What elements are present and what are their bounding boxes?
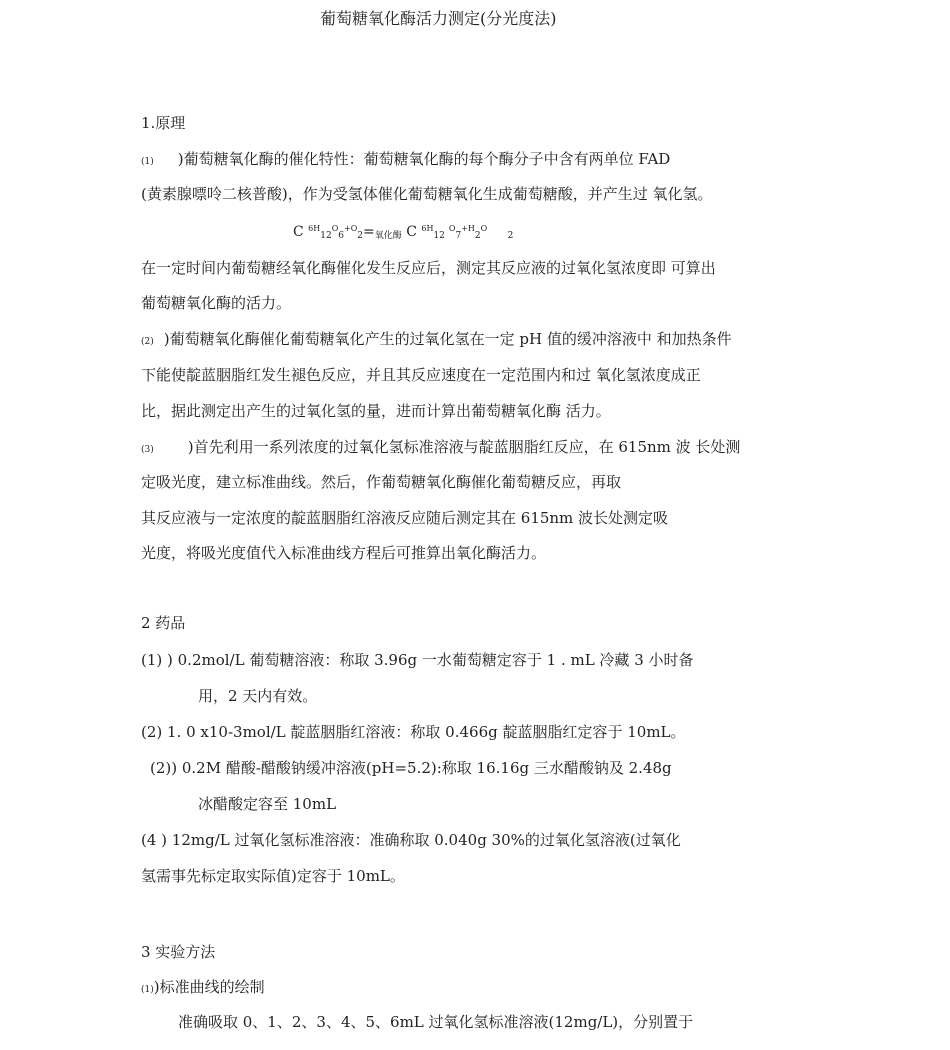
reagent-item-1-line-2: 用，2 天内有效。: [198, 687, 318, 705]
principle-para-1-line-1: [141, 149, 670, 172]
reagent-item-3-line-2: 冰醋酸定容至 10mL: [198, 795, 337, 813]
principle-para-3-line-3: 其反应液与一定浓度的靛蓝胭脂红溶液反应随后测定其在 615nm 波长处测定吸: [141, 509, 669, 527]
reagent-item-3-line-1: (2)) 0.2M 醋酸-醋酸钠缓冲溶液(pH=5.2):称取 16.16g 三水醋酸钠及 2.48g: [150, 759, 672, 777]
item-marker: (1): [141, 157, 154, 167]
section-heading-method: 3 实验方法: [141, 943, 216, 961]
principle-para-1-line-4: 葡萄糖氧化酶的活力。: [141, 294, 292, 312]
reagent-item-2-line-1: (2) 1. 0 x10-3mol/L 靛蓝胭脂红溶液：称取 0.466g 靛蓝胭脂红定容于 10mL。: [141, 723, 686, 741]
para-text: )首先利用一系列浓度的过氧化氢标准溶液与靛蓝胭脂红反应，在 615nm 波 长处测: [187, 438, 741, 456]
item-marker: (3): [141, 445, 154, 455]
para-text: )葡萄糖氧化酶催化葡萄糖氧化产生的过氧化氢在一定 pH 值的缓冲溶液中 和加热条件: [163, 330, 732, 348]
principle-para-3-line-2: 定吸光度，建立标准曲线。然后，作葡萄糖氧化酶催化葡萄糖反应，再取: [141, 473, 622, 491]
principle-para-1-line-2: (黄素腺嘌呤二核普酸)，作为受氢体催化葡萄糖氧化生成葡萄糖酸，并产生过 氧化氢。: [141, 185, 713, 203]
reagent-item-4-line-2: 氢需事先标定取实际值)定容于 10mL。: [141, 867, 405, 885]
para-text: )葡萄糖氧化酶的催化特性：葡萄糖氧化酶的每个酶分子中含有两单位 FAD: [177, 150, 671, 168]
item-marker: (2): [141, 337, 154, 347]
reaction-formula: C $^{6H}12^O6^{+O}2=$氧化酶 C $^{6H}12^O7^{+H}2^O$ 2: [293, 224, 514, 241]
principle-para-2-line-2: 下能使靛蓝胭脂红发生褪色反应，并且其反应速度在一定范围内和过 氧化氢浓度成正: [141, 366, 701, 384]
principle-para-2-line-3: 比，据此测定出产生的过氧化氢的量，进而计算出葡萄糖氧化酶 活力。: [141, 402, 611, 420]
method-subheading-1: [141, 977, 265, 1000]
method-para-line-1: 准确吸取 0、1、2、3、4、5、6mL 过氧化氢标准溶液(12mg/L)，分别置于: [178, 1013, 694, 1031]
principle-para-3-line-1: [141, 437, 740, 460]
item-marker: (1): [141, 985, 154, 995]
section-heading-principle: 1.原理: [141, 114, 186, 132]
reagent-item-1-line-1: (1) ) 0.2mol/L 葡萄糖溶液：称取 3.96g 一水葡萄糖定容于 1 . mL 冷藏 3 小时备: [141, 651, 694, 669]
principle-para-3-line-4: 光度，将吸光度值代入标准曲线方程后可推算出氧化酶活力。: [141, 544, 547, 562]
reagent-item-4-line-1: (4 ) 12mg/L 过氧化氢标准溶液：准确称取 0.040g 30%的过氧化氢溶液(过氧化: [141, 831, 681, 849]
principle-para-2-line-1: [141, 329, 732, 352]
principle-para-1-line-3: 在一定时间内葡萄糖经氧化酶催化发生反应后，测定其反应液的过氧化氢浓度即 可算出: [141, 259, 716, 277]
section-heading-reagents: 2 药品: [141, 614, 186, 632]
subheading-text: )标准曲线的绘制: [153, 978, 265, 996]
page-title: 葡萄糖氧化酶活力测定(分光度法): [320, 9, 557, 28]
